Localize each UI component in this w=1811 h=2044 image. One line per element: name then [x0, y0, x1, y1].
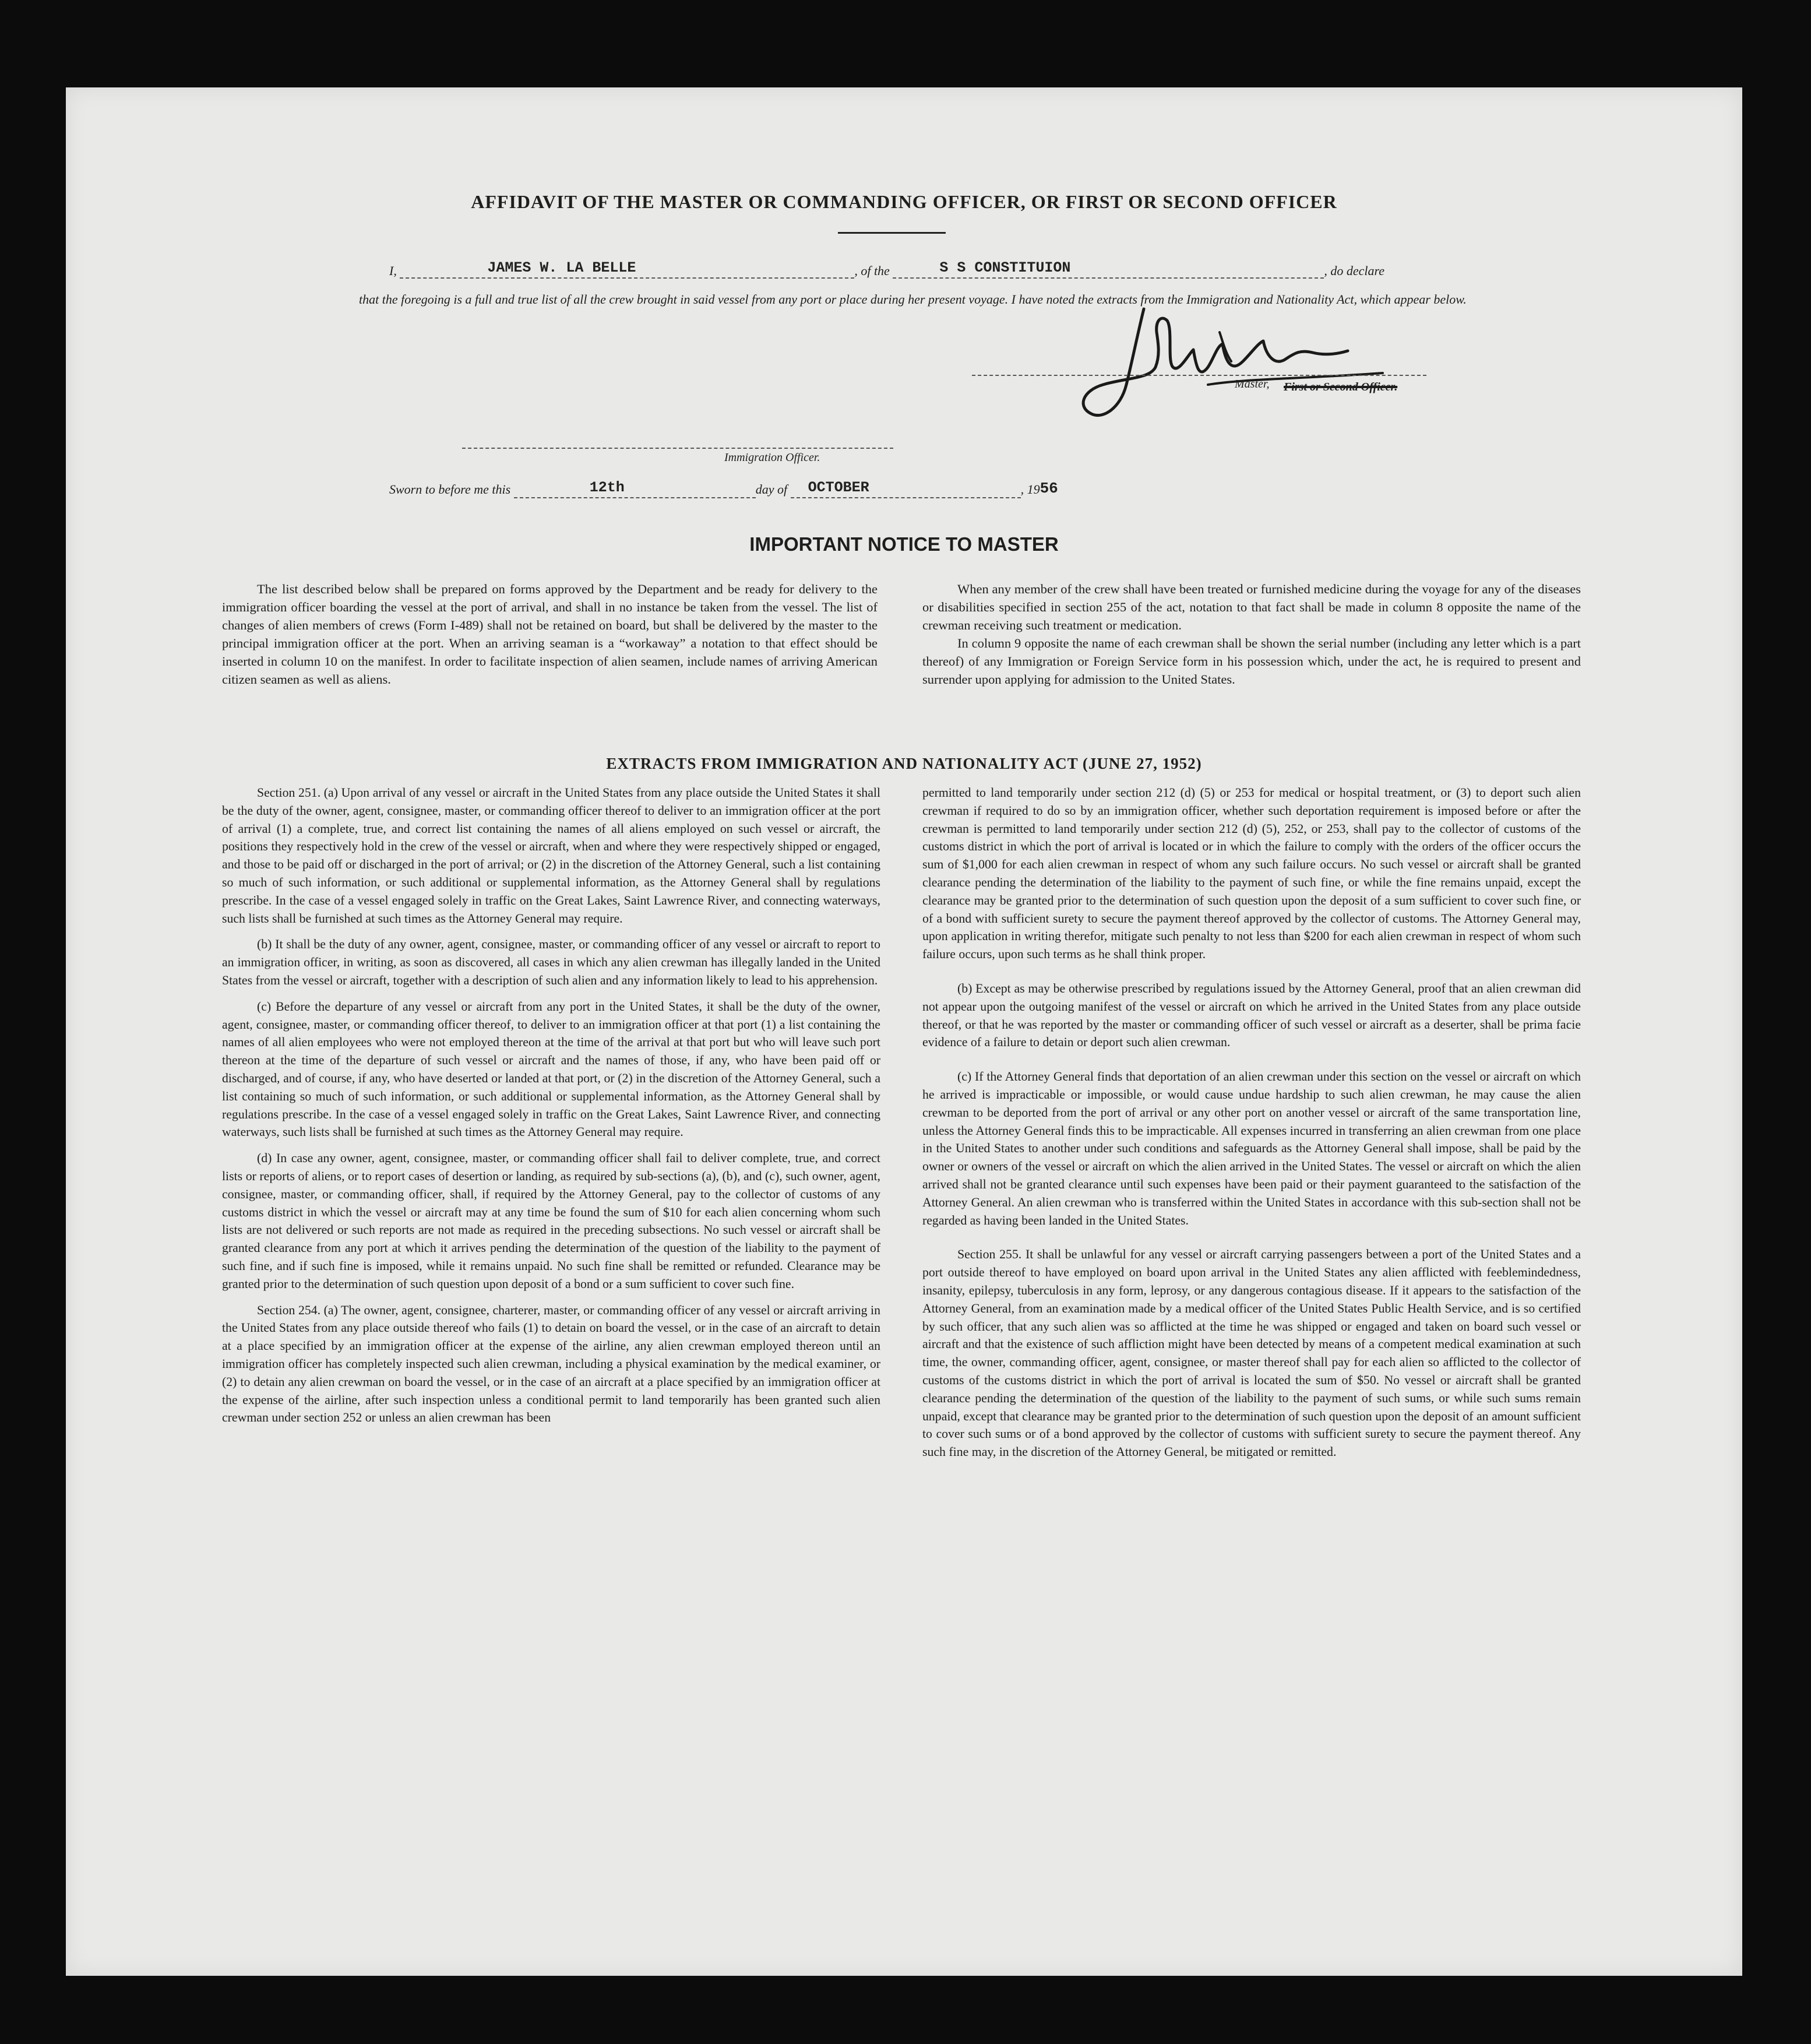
notice-title: IMPORTANT NOTICE TO MASTER — [749, 533, 1059, 555]
section-251-c: (c) Before the departure of any vessel or aircraft from any port in the United States, it shall be the duty of the owner, agent, consignee, master, or commanding officer thereof, to deliver to an immigration officer at that port (1) a list containing the names of all alien employees who were not employed thereon at the time of the arrival at that port but who will leave such port thereon at the time of the departure of such vessel or aircraft and the names of those, if any, who have been paid off or discharged, and of course, if any, who have deserted or landed at that port, or (2) in the discretion of the Attorney General, such a list containing so much of such information, or such additional or supplemental information, as the Attorney General shall by regulations prescribe. In the case of a vessel engaged solely in traffic on the Great Lakes, Saint Lawrence River, and connecting waterways, such lists shall be furnished at such times as the Attorney General may require. — [222, 999, 880, 1139]
affidavit-body: that the foregoing is a full and true list of all the crew brought in said vessel from any port or place during her present voyage. I have noted the extracts from the Immigration and Nationality Act, which appear below. — [359, 292, 1467, 307]
sworn-label: Sworn to before me this — [389, 482, 511, 497]
vessel-field — [893, 259, 1324, 279]
notice-left-paragraph: The list described below shall be prepared on forms approved by the Department and be ready for delivery to the immigration officer boarding the vessel at the port of arrival, and shall in no instance be taken from the vessel. The list of changes of alien members of crews (Form I-489) shall not be retained on board, but shall be delivered by the master to the principal immigration officer at the port. When an arriving seaman is a “workaway” a notation to that effect should be inserted in column 10 on the manifest. In order to facilitate inspection of alien seamen, include names of arriving American citizen seamen as well as aliens. — [222, 582, 878, 687]
notice-right-column — [922, 580, 1581, 688]
section-254-c: (c) If the Attorney General finds that deportation of an alien crewman under this section on the vessel or aircraft on which he arrived is impracticable or impossible, or would cause undue hardship to such alien crewman, he may cause the alien crewman to be deported from the port of arrival or any other port on another vessel or aircraft of the same transportation line, unless the Attorney General finds this to be impracticable. All expenses incurred in transferring an alien crewman from one place in the United States to another under such conditions and safeguards as the Attorney General shall impose, shall be paid by the owner or owners of the vessel or aircraft on which the alien arrived in the United States. The vessel or aircraft on which the alien arrived shall not be granted clearance until such expenses have been paid or their payment guaranteed to the satisfaction of the Attorney General. An alien crewman who is transferred within the United States in accordance with this sub-section shall not be regarded as having been landed in the United States. — [922, 1070, 1581, 1227]
section-254-a: Section 254. (a) The owner, agent, consignee, charterer, master, or commanding officer of any vessel or aircraft arriving in the United States from any place outside thereof who fails (1) to detain on board the vessel, or in the case of an aircraft to detain at a place specified by an immigration officer at the expense of the airline, any alien crewman employed thereon until an immigration officer has completely inspected such alien crewman, including a physical examination by the medical examiner, or (2) to detain any alien crewman on board the vessel, or in the case of an aircraft at a place specified by an immigration officer at the expense of the airline, after such inspection unless a conditional permit to land temporarily has been granted such alien crewman under section 252 or unless an alien crewman has been — [222, 1303, 880, 1425]
name-value: JAMES W. LA BELLE — [487, 259, 636, 276]
signature-struck-text: First or Second Officer. — [1284, 381, 1398, 393]
document-sheet — [66, 87, 1742, 1976]
immigration-officer-caption: Immigration Officer. — [724, 451, 820, 464]
day-value: 12th — [589, 479, 625, 496]
name-field — [400, 259, 854, 279]
section-251-d: (d) In case any owner, agent, consignee, master, or commanding officer shall fail to deliver complete, true, and correct lists or reports of aliens, or to report cases of desertion or landing, as required by sub-sections (a), (b), and (c), such owner, agent, consignee, master, or commanding officer, shall, if required by the Attorney General, pay to the collector of customs of any customs district in which the vessel or aircraft may at any time be found the sum of $10 for each alien concerning whom such lists are not delivered or such reports are not made as required in the preceding subsections. No such vessel or aircraft shall be granted clearance from any port at which it arrives pending the determination of the question of the liability to the payment of such fine, and if such fine is imposed, while it remains unpaid. No such fine shall be remitted or refunded. Clearance may be granted prior to the determination of such question upon deposit of a bond or a sum sufficient to cover such fine. — [222, 1151, 880, 1291]
signature-caption: Master, — [1235, 378, 1270, 390]
notice-right-paragraph-1: When any member of the crew shall have been treated or furnished medicine during the voyage for any of the diseases or disabilities specified in section 255 of the act, notation to that fact shall be made in column 8 opposite the name of the crewman receiving such treatment or medication. — [922, 582, 1581, 632]
section-255: Section 255. It shall be unlawful for any vessel or aircraft carrying passengers between a port of the United States and a port outside thereof to have employed on board upon arrival in the United States any alien afflicted with feeblemindedness, insanity, epilepsy, tuberculosis in any form, leprosy, or any dangerous contagious disease. If it appears to the satisfaction of the Attorney General, from an examination made by a medical officer of the United States Public Health Service, and is so certified by such officer, that any such alien was so afflicted at the time he was shipped or engaged and taken on board such vessel or aircraft and that the existence of such affliction might have been detected by means of a competent medical examination at such time, the owner, commanding officer, agent, consignee, or master thereof shall pay for each alien so afflicted to the collector of customs of the customs district in which the port of arrival is located the sum of $50. No vessel or aircraft shall be granted clearance pending the determination of the question of the liability to the payment of such sums, or while such sums remain unpaid, except that clearance may be granted prior to the determination of such question upon the deposit of an amount sufficient to cover such sums or of a bond approved by the collector of customs with sufficient surety to secure the payment thereof. Any such fine may, in the discretion of the Attorney General, be mitigated or remitted. — [922, 1247, 1581, 1459]
year-value: 56 — [1040, 480, 1058, 497]
signature-line — [972, 375, 1426, 376]
notice-right-paragraph-2: In column 9 opposite the name of each crewman shall be shown the serial number (including any letter which is a part thereof) of any Immigration or Foreign Service form in his possession which, under the act, he is required to present and surrender upon applying for admission to the United States. — [922, 636, 1581, 687]
declare-label: , do declare — [1324, 263, 1384, 278]
day-of-label: day of — [755, 482, 788, 497]
signature-caption-struck — [1284, 378, 1397, 395]
section-251-a: Section 251. (a) Upon arrival of any vessel or aircraft in the United States from any place outside the United States it shall be the duty of the owner, agent, consignee, master, or commanding officer thereof to deliver to an immigration officer at the port of arrival (1) a complete, true, and correct list containing the names of all aliens employed on such vessel or aircraft, the positions they respectively hold in the crew of the vessel or aircraft, when and where they were respectively shipped or engaged, and those to be paid off or discharged in the port of arrival; or (2) in the discretion of the Attorney General, such a list containing so much of such information, or such additional or supplemental information, as the Attorney General shall by regulations prescribe. In the case of a vessel engaged solely in traffic on the Great Lakes, Saint Lawrence River, and connecting waterways, such lists shall be furnished at such times as the Attorney General may require. — [222, 786, 880, 926]
section-251-b: (b) It shall be the duty of any owner, agent, consignee, master, or commanding officer of any vessel or aircraft to report to an immigration officer, in writing, as soon as discovered, all cases in which any alien crewman has illegally landed in the United States from the vessel or aircraft, together with a description of such alien and any information likely to lead to his apprehension. — [222, 937, 880, 987]
section-254-a-continued: permitted to land temporarily under section 212 (d) (5) or 253 for medical or hospital treatment, or (3) to deport such alien crewman if required to do so by an immigration officer, whether such deportation requirement is imposed before or after the crewman is permitted to land temporarily under section 212 (d) (5), 252, or 253, shall pay to the collector of customs of the customs district in which the port of arrival is located or in which the failure to comply with the orders of the officer occurs the sum of $1,000 for each alien crewman in respect of whom any such failure occurs. No such vessel or aircraft shall be granted clearance pending the determination of the liability to the payment of such fine, or while the fine remains unpaid, except the clearance may be granted prior to the determination of such question upon the deposit of a sum sufficient to cover such fine, or of a bond with sufficient surety to secure the payment thereof approved by the collector of customs. The Attorney General may, upon application in writing therefor, mitigate such penalty to not less than $200 for each alien crewman in respect of whom such failure occurs, upon such terms as he shall think proper. — [922, 786, 1581, 962]
affidavit-title: AFFIDAVIT OF THE MASTER OR COMMANDING OFFICER, OR FIRST OR SECOND OFFICER — [471, 191, 1337, 212]
signature-image — [1056, 297, 1406, 431]
day-field — [514, 479, 756, 498]
extracts-left-column — [222, 784, 880, 1435]
section-254-b: (b) Except as may be otherwise prescribed by regulations issued by the Attorney General, proof that an alien crewman did not appear upon the outgoing manifest of the vessel or aircraft on which he arrived in the United States from any place outside thereof, or that he was reported by the master or commanding officer of such vessel or aircraft as a deserter, shall be prima facie evidence of a failure to detain or deport such alien crewman. — [922, 981, 1581, 1050]
declaration-line — [389, 259, 1384, 279]
vessel-value: S S CONSTITUION — [939, 259, 1071, 276]
sworn-line — [389, 481, 1058, 498]
extracts-title: EXTRACTS FROM IMMIGRATION AND NATIONALITY ACT (JUNE 27, 1952) — [606, 755, 1202, 772]
extracts-right-column — [922, 784, 1581, 1469]
month-field — [791, 479, 1021, 498]
i-label: I, — [389, 263, 397, 278]
immigration-officer-line — [462, 448, 893, 449]
month-value: OCTOBER — [808, 479, 869, 496]
notice-left-column — [222, 580, 878, 688]
title-divider — [838, 232, 946, 234]
year-prefix: , 19 — [1020, 482, 1040, 497]
of-the-label: , of the — [854, 263, 890, 278]
